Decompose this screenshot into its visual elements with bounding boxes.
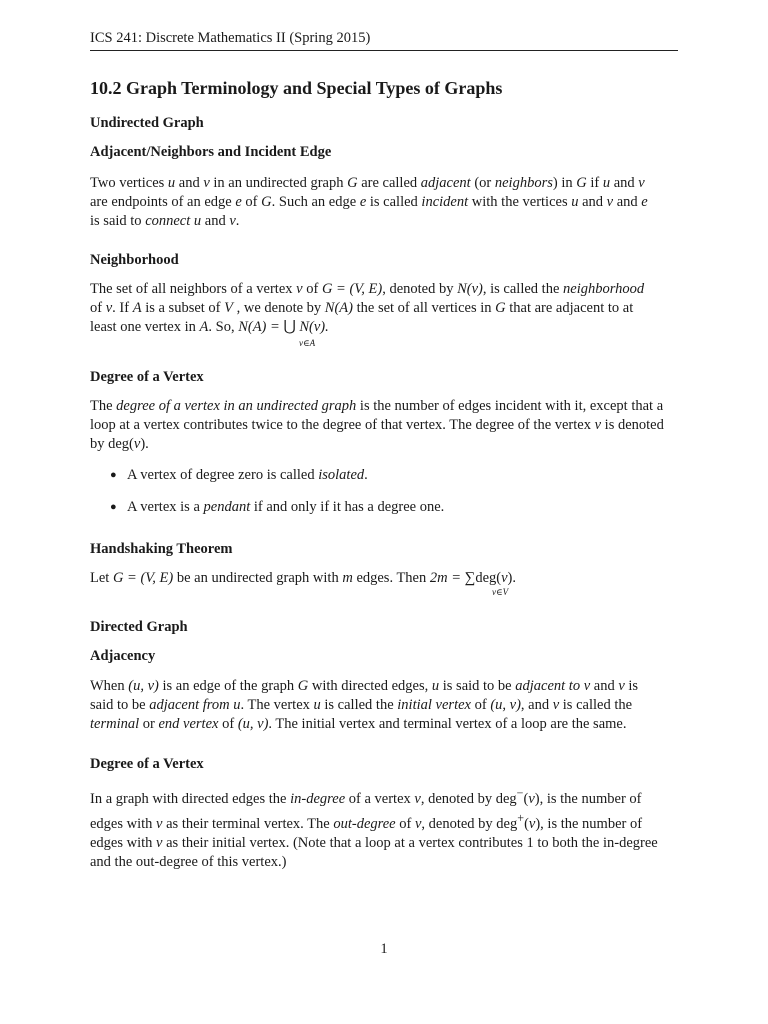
section-title: 10.2 Graph Terminology and Special Types of Graphs: [90, 78, 503, 98]
line: In a graph with directed edges the in-degree of a vertex v, denoted by deg−(v), is the number of: [90, 786, 642, 807]
header-rule: [90, 50, 678, 51]
heading-adjacency: Adjacency: [90, 648, 156, 664]
paragraph-adjacent: [90, 174, 678, 231]
running-head: ICS 241: Discrete Mathematics II (Spring 2015): [90, 30, 371, 46]
line: terminal or end vertex of (u, v). The initial vertex and terminal vertex of a loop are the same.: [90, 716, 627, 732]
bullet-icon: ●: [110, 469, 117, 481]
line: When (u, v) is an edge of the graph G with directed edges, u is said to be adjacent to v and v is: [90, 678, 639, 694]
paragraph-degree-directed: [90, 784, 678, 872]
line: The degree of a vertex in an undirected graph is the number of edges incident with it, except that a: [90, 398, 664, 414]
line: Two vertices u and v in an undirected graph G are called adjacent (or neighbors) in G if u and v: [90, 175, 645, 191]
line: edges with v as their initial vertex. (Note that a loop at a vertex contributes 1 to both the in-degree: [90, 834, 658, 851]
union-subscript: v∈A: [299, 338, 316, 348]
heading-handshaking: Handshaking Theorem: [90, 541, 233, 557]
union-symbol: ⋃: [283, 319, 296, 335]
line: are endpoints of an edge e of G. Such an edge e is called incident with the vertices u and v and e: [90, 194, 648, 210]
heading-degree-directed: Degree of a Vertex: [90, 756, 204, 772]
paragraph-adjacency: [90, 677, 678, 734]
line: is said to connect u and v.: [90, 213, 240, 229]
line: loop at a vertex contributes twice to the degree of that vertex. The degree of the vertex v is denoted: [90, 417, 664, 433]
line: least one vertex in A. So, N(A) = ⋃ N(v).: [90, 319, 329, 335]
heading-adjacent-neighbors: Adjacent/Neighbors and Incident Edge: [90, 144, 332, 160]
heading-degree-undirected: Degree of a Vertex: [90, 369, 204, 385]
heading-directed-graph: Directed Graph: [90, 619, 188, 635]
heading-neighborhood: Neighborhood: [90, 252, 179, 268]
line: of v. If A is a subset of V , we denote by N(A) the set of all vertices in G that are adjacent to at: [90, 300, 634, 316]
line: and the out-degree of this vertex.): [90, 853, 287, 870]
line: said to be adjacent from u. The vertex u is called the initial vertex of (u, v), and v is called the: [90, 697, 633, 713]
paragraph-neighborhood: [90, 280, 678, 337]
line: edges with v as their terminal vertex. The out-degree of v, denoted by deg+(v), is the number of: [90, 810, 643, 832]
bullet-item: ● A vertex is a pendant if and only if it has a degree one.: [110, 499, 445, 515]
bullet-item: ● A vertex of degree zero is called isolated.: [110, 467, 368, 483]
sum-subscript: v∈V: [492, 587, 509, 597]
line: The set of all neighbors of a vertex v of G = (V, E), denoted by N(v), is called the neighborhood: [90, 281, 645, 297]
bullet-icon: ●: [110, 501, 117, 513]
paragraph-handshaking: [90, 569, 678, 588]
heading-undirected-graph: Undirected Graph: [90, 115, 204, 131]
line: Let G = (V, E) be an undirected graph with m edges. Then 2m = ∑deg(v).: [90, 570, 516, 586]
page-number: 1: [380, 941, 388, 957]
line: by deg(v).: [90, 436, 149, 452]
paragraph-degree-undirected: [90, 397, 678, 454]
sum-symbol: ∑: [464, 570, 476, 586]
